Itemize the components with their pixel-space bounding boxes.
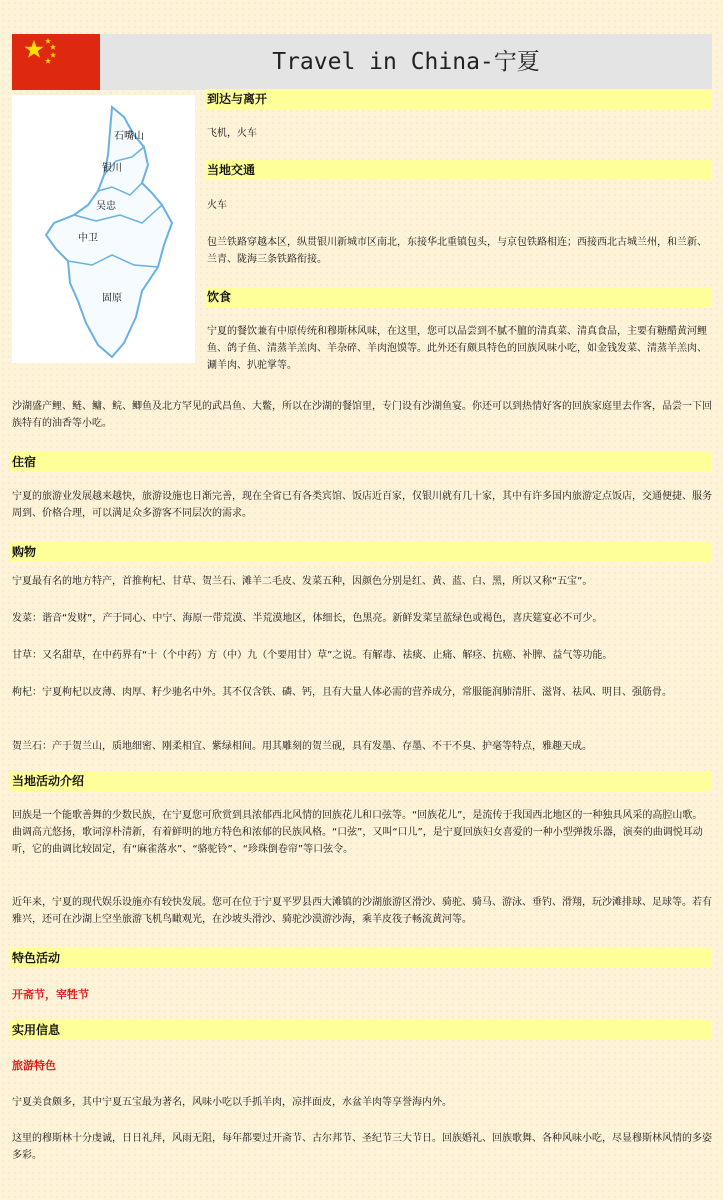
arrive-text: 飞机，火车 [207,128,257,139]
info-text-2: 这里的穆斯林十分虔诚，日日礼拜，风雨无阻，每年都要过开斋节、古尔邦节、圣纪节三大节日。回族婚礼、回族歌舞、各种风味小吃，尽显穆斯林风情的多姿多彩。 [12,1133,712,1161]
food-text-2: 沙湖盛产鲤、鲢、鳙、鲩、鲫鱼及北方罕见的武昌鱼、大鳖，所以在沙湖的餐馆里，专门设有沙湖鱼宴。你还可以到热情好客的回族家庭里去作客，品尝一下回族特有的油香等小吃。 [12,401,712,429]
festival-text: 开斋节，宰牲节 [12,988,89,1001]
map-label-zhongwei: 中卫 [78,233,98,244]
heading-bar-food [205,287,712,307]
shop-text-4: 枸杞：宁夏枸杞以皮薄、肉厚、籽少驰名中外。其不仅含铁、磷、钙，且有大量人体必需的营养成分，常服能润肺清肝、滋肾、祛风、明目、强筋骨。 [12,687,672,698]
map-label-wuzhong: 吴忠 [96,201,116,212]
info-text-1: 宁夏美食颇多，其中宁夏五宝最为著名，风味小吃以手抓羊肉，凉拌面皮，水盆羊肉等享誉海内外。 [12,1097,452,1108]
shop-text-5: 贺兰石：产于贺兰山，质地细密、刚柔相宜、紫绿相间。用其雕刻的贺兰砚，具有发墨、存墨、不干不臭、护毫等特点，雅趣天成。 [12,741,592,752]
ningxia-map [12,95,195,363]
map-label-guyuan: 固原 [102,293,122,304]
map-label-shizuishan: 石嘴山 [114,131,144,142]
shop-text-3: 甘草：又名甜草，在中药界有“十（个中药）方（中）九（个要用甘）草”之说。有解毒、祛痰、止痛、解痉、抗癌、补脾、益气等功能。 [12,650,613,661]
heading-shop: 购物 [12,545,37,559]
map-label-yinchuan: 银川 [102,163,122,174]
shop-text-2: 发菜：谐音“发财”，产于同心、中宁、海原一带荒漠、半荒漠地区，体细长，色黑亮。新鲜发菜呈蓝绿色或褐色，喜庆筵宴必不可少。 [12,613,603,624]
food-text-1: 宁夏的餐饮兼有中原传统和穆斯林风味，在这里，您可以品尝到不腻不膻的清真菜、清真食品，主要有糖醋黄河鲤鱼、鸽子鱼、清蒸羊羔肉、羊杂碎、羊肉泡馍等。此外还有颇具特色的回族风味小吃，如金钱发菜、清蒸羊羔肉、涮羊肉、扒驼掌等。 [207,326,707,371]
transport-text-1: 火车 [207,200,227,211]
heading-stay: 住宿 [12,455,37,469]
shop-text-1: 宁夏最有名的地方特产，首推枸杞、甘草、贺兰石、滩羊二毛皮、发菜五种，因颜色分别是红、黄、蓝、白、黑，所以又称“五宝”。 [12,576,593,587]
page-title: Travel in China-宁夏 [272,49,540,75]
heading-festival: 特色活动 [12,951,61,965]
heading-info: 实用信息 [12,1023,61,1037]
heading-bar-transport [205,160,712,180]
heading-bar-festival [10,948,712,968]
transport-text-2: 包兰铁路穿越本区，纵贯银川新城市区南北，东接华北重镇包头，与京包铁路相连；西接西北古城兰州，和兰新、兰青、陇海三条铁路衔接。 [207,237,707,265]
activity-text-2: 近年来，宁夏的现代娱乐设施亦有较快发展。您可在位于宁夏平罗县西大滩镇的沙湖旅游区滑沙、骑驼、骑马、游泳、垂钓、滑翔，玩沙滩排球、足球等。若有雅兴，还可在沙湖上空坐旅游飞机鸟瞰观光，在沙坡头滑沙、骑驼沙漠游沙海，乘羊皮筏子畅流黄河等。 [12,897,712,925]
heading-bar-info [10,1020,712,1040]
heading-activity: 当地活动介绍 [12,774,85,788]
china-flag-icon [12,34,100,90]
map-outline-icon [12,95,195,363]
heading-food: 饮食 [207,290,232,304]
heading-transport: 当地交通 [207,163,256,177]
heading-bar-shop [10,542,712,562]
info-subheading: 旅游特色 [12,1059,56,1072]
heading-arrive: 到达与离开 [207,92,268,106]
flag-stars-icon [12,34,100,90]
heading-bar-arrive [205,89,712,109]
heading-bar-activity [10,771,712,791]
activity-text-1: 回族是一个能歌善舞的少数民族，在宁夏您可欣赏到具浓郁西北风情的回族花儿和口弦等。“回族花儿”，是流传于我国西北地区的一种独具风采的高腔山歌。曲调高亢悠扬，歌词淳朴清新，有着鲜明的地方特色和浓郁的民族风格。“口弦”，又叫“口儿”，是宁夏回族妇女喜爱的一种小型弹拨乐器，演奏的曲调悦耳动听，它的曲调比较固定，有“麻雀落水”、“骆驼铃”、“珍珠倒卷帘”等口弦令。 [12,810,703,855]
heading-bar-stay [10,452,712,472]
stay-text: 宁夏的旅游业发展越来越快，旅游设施也日渐完善，现在全省已有各类宾馆、饭店近百家，仅银川就有几十家，其中有许多国内旅游定点饭店，交通便捷、服务周到、价格合理，可以满足众多游客不同层次的需求。 [12,491,712,519]
